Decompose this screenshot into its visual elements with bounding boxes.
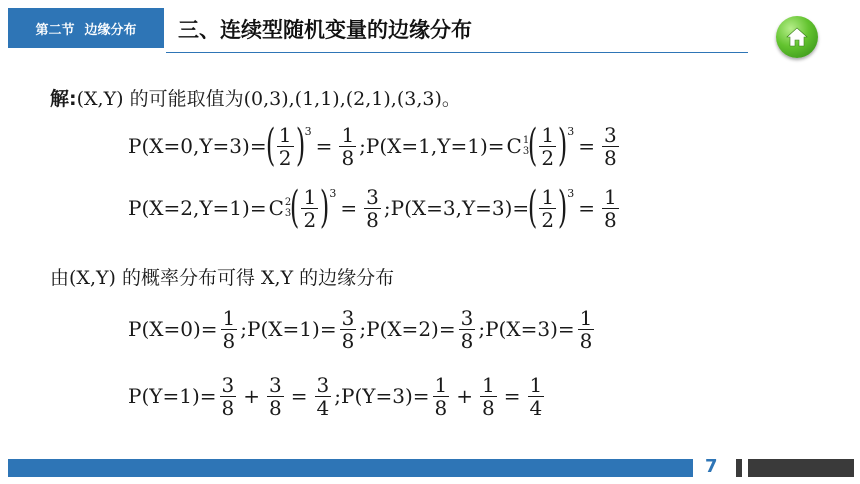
joint-lhs: P(X=0,Y=3)= <box>128 134 267 158</box>
paren-left: ( <box>528 182 538 233</box>
fraction-num: 1 <box>482 372 495 397</box>
fraction <box>602 186 619 231</box>
fraction-num: 1 <box>541 122 555 147</box>
separator: ; <box>383 196 391 220</box>
separator: ; <box>478 317 486 341</box>
combination-sup: 1 <box>522 135 530 146</box>
exponent: 3 <box>304 124 312 138</box>
combination-sub: 3 <box>522 146 530 157</box>
paren-right: ) <box>295 120 305 171</box>
separator: ; <box>240 317 248 341</box>
fraction-den: 8 <box>366 207 379 232</box>
solution-intro: (X,Y) 的可能取值为(0,3),(1,1),(2,1),(3,3)。 <box>76 87 461 110</box>
fraction-num: 1 <box>604 184 617 209</box>
equals: = <box>315 134 333 158</box>
combination-symbol: C <box>506 134 522 158</box>
fraction-den: 8 <box>604 207 617 232</box>
fraction <box>480 374 497 419</box>
fraction-num: 1 <box>529 372 543 397</box>
marginal-intro-line <box>50 263 394 289</box>
page-number: 7 <box>705 456 718 477</box>
paren-left: ( <box>265 120 275 171</box>
equals: = <box>578 134 596 158</box>
fraction <box>339 124 356 169</box>
fraction-den: 2 <box>541 207 555 232</box>
fraction-num: 3 <box>341 305 355 330</box>
fraction-num: 3 <box>460 305 474 330</box>
combination <box>269 196 292 220</box>
exponent: 3 <box>567 124 575 138</box>
page-title: 三、连续型随机变量的边缘分布 <box>178 18 472 42</box>
fraction-num: 3 <box>269 372 282 397</box>
footer <box>0 456 860 478</box>
x-marginal-row <box>128 303 597 355</box>
fraction-num: 1 <box>579 305 593 330</box>
fraction-den: 8 <box>341 145 355 170</box>
separator: ; <box>334 384 341 408</box>
section-number: 第二节 <box>35 22 75 38</box>
exponent: 3 <box>329 186 337 200</box>
paren-right: ) <box>557 182 568 233</box>
exponent: 3 <box>567 186 575 200</box>
paren-left: ( <box>528 120 538 171</box>
paren-left: ( <box>290 182 300 233</box>
x-marginal-lhs: P(X=1)= <box>247 317 337 341</box>
section-name: 边缘分布 <box>84 22 137 38</box>
equals: = <box>578 196 596 220</box>
fraction <box>340 307 357 352</box>
fraction <box>364 186 381 231</box>
fraction-num: 1 <box>222 305 236 330</box>
fraction <box>315 374 332 419</box>
fraction-den: 8 <box>434 395 448 420</box>
fraction-num: 3 <box>604 122 617 147</box>
equals: = <box>503 384 521 408</box>
paren-right: ) <box>320 182 330 233</box>
fraction-den: 8 <box>269 395 282 420</box>
combination-sub: 3 <box>284 208 292 219</box>
solution-intro-line <box>50 84 461 110</box>
fraction <box>528 374 545 419</box>
fraction-den: 4 <box>529 395 543 420</box>
x-marginal-lhs: P(X=0)= <box>128 317 218 341</box>
plus: + <box>456 384 474 408</box>
y-marginal-lhs: P(Y=1)= <box>128 384 217 408</box>
fraction-num: 1 <box>303 184 317 209</box>
fraction-den: 8 <box>341 328 355 353</box>
y-marginal-row <box>128 370 547 422</box>
fraction <box>301 186 318 231</box>
fraction-den: 2 <box>541 145 555 170</box>
fraction-num: 3 <box>221 372 235 397</box>
separator: ; <box>359 317 367 341</box>
joint-lhs: P(X=1,Y=1)= <box>365 134 505 158</box>
equals: = <box>340 196 358 220</box>
joint-lhs: P(X=3,Y=3)= <box>390 196 530 220</box>
separator: ; <box>359 134 366 158</box>
fraction <box>277 124 294 169</box>
fraction-num: 1 <box>341 122 355 147</box>
fraction <box>602 124 619 169</box>
equals: = <box>290 384 308 408</box>
fraction-den: 8 <box>222 328 236 353</box>
combination-symbol: C <box>268 196 284 220</box>
footer-dark-bar <box>748 459 854 477</box>
paren-right: ) <box>557 120 568 171</box>
fraction <box>578 307 595 352</box>
marginal-intro: 由(X,Y) 的概率分布可得 X,Y 的边缘分布 <box>50 266 395 289</box>
footer-divider <box>736 459 742 477</box>
fraction-den: 4 <box>316 395 330 420</box>
fraction-den: 8 <box>604 145 617 170</box>
y-marginal-lhs: P(Y=3)= <box>341 384 430 408</box>
fraction-num: 3 <box>366 184 379 209</box>
fraction <box>459 307 476 352</box>
joint-prob-row-1 <box>128 120 622 172</box>
fraction <box>433 374 450 419</box>
fraction <box>220 374 237 419</box>
footer-bar <box>8 459 693 477</box>
fraction <box>539 124 556 169</box>
x-marginal-lhs: P(X=2)= <box>366 317 456 341</box>
fraction-num: 1 <box>541 184 555 209</box>
joint-prob-row-2 <box>128 182 622 234</box>
fraction-num: 1 <box>434 372 448 397</box>
joint-lhs: P(X=2,Y=1)= <box>128 196 267 220</box>
x-marginal-lhs: P(X=3)= <box>485 317 575 341</box>
plus: + <box>243 384 261 408</box>
fraction-den: 8 <box>482 395 495 420</box>
fraction-den: 8 <box>221 395 235 420</box>
fraction <box>267 374 284 419</box>
combination <box>507 134 530 158</box>
fraction-den: 8 <box>579 328 593 353</box>
solution-lead: 解: <box>50 87 77 110</box>
fraction <box>221 307 238 352</box>
fraction-num: 3 <box>316 372 330 397</box>
fraction-den: 2 <box>278 145 292 170</box>
fraction-den: 8 <box>460 328 474 353</box>
fraction <box>539 186 556 231</box>
combination-sup: 2 <box>284 197 292 208</box>
fraction-num: 1 <box>278 122 292 147</box>
fraction-den: 2 <box>303 207 317 232</box>
